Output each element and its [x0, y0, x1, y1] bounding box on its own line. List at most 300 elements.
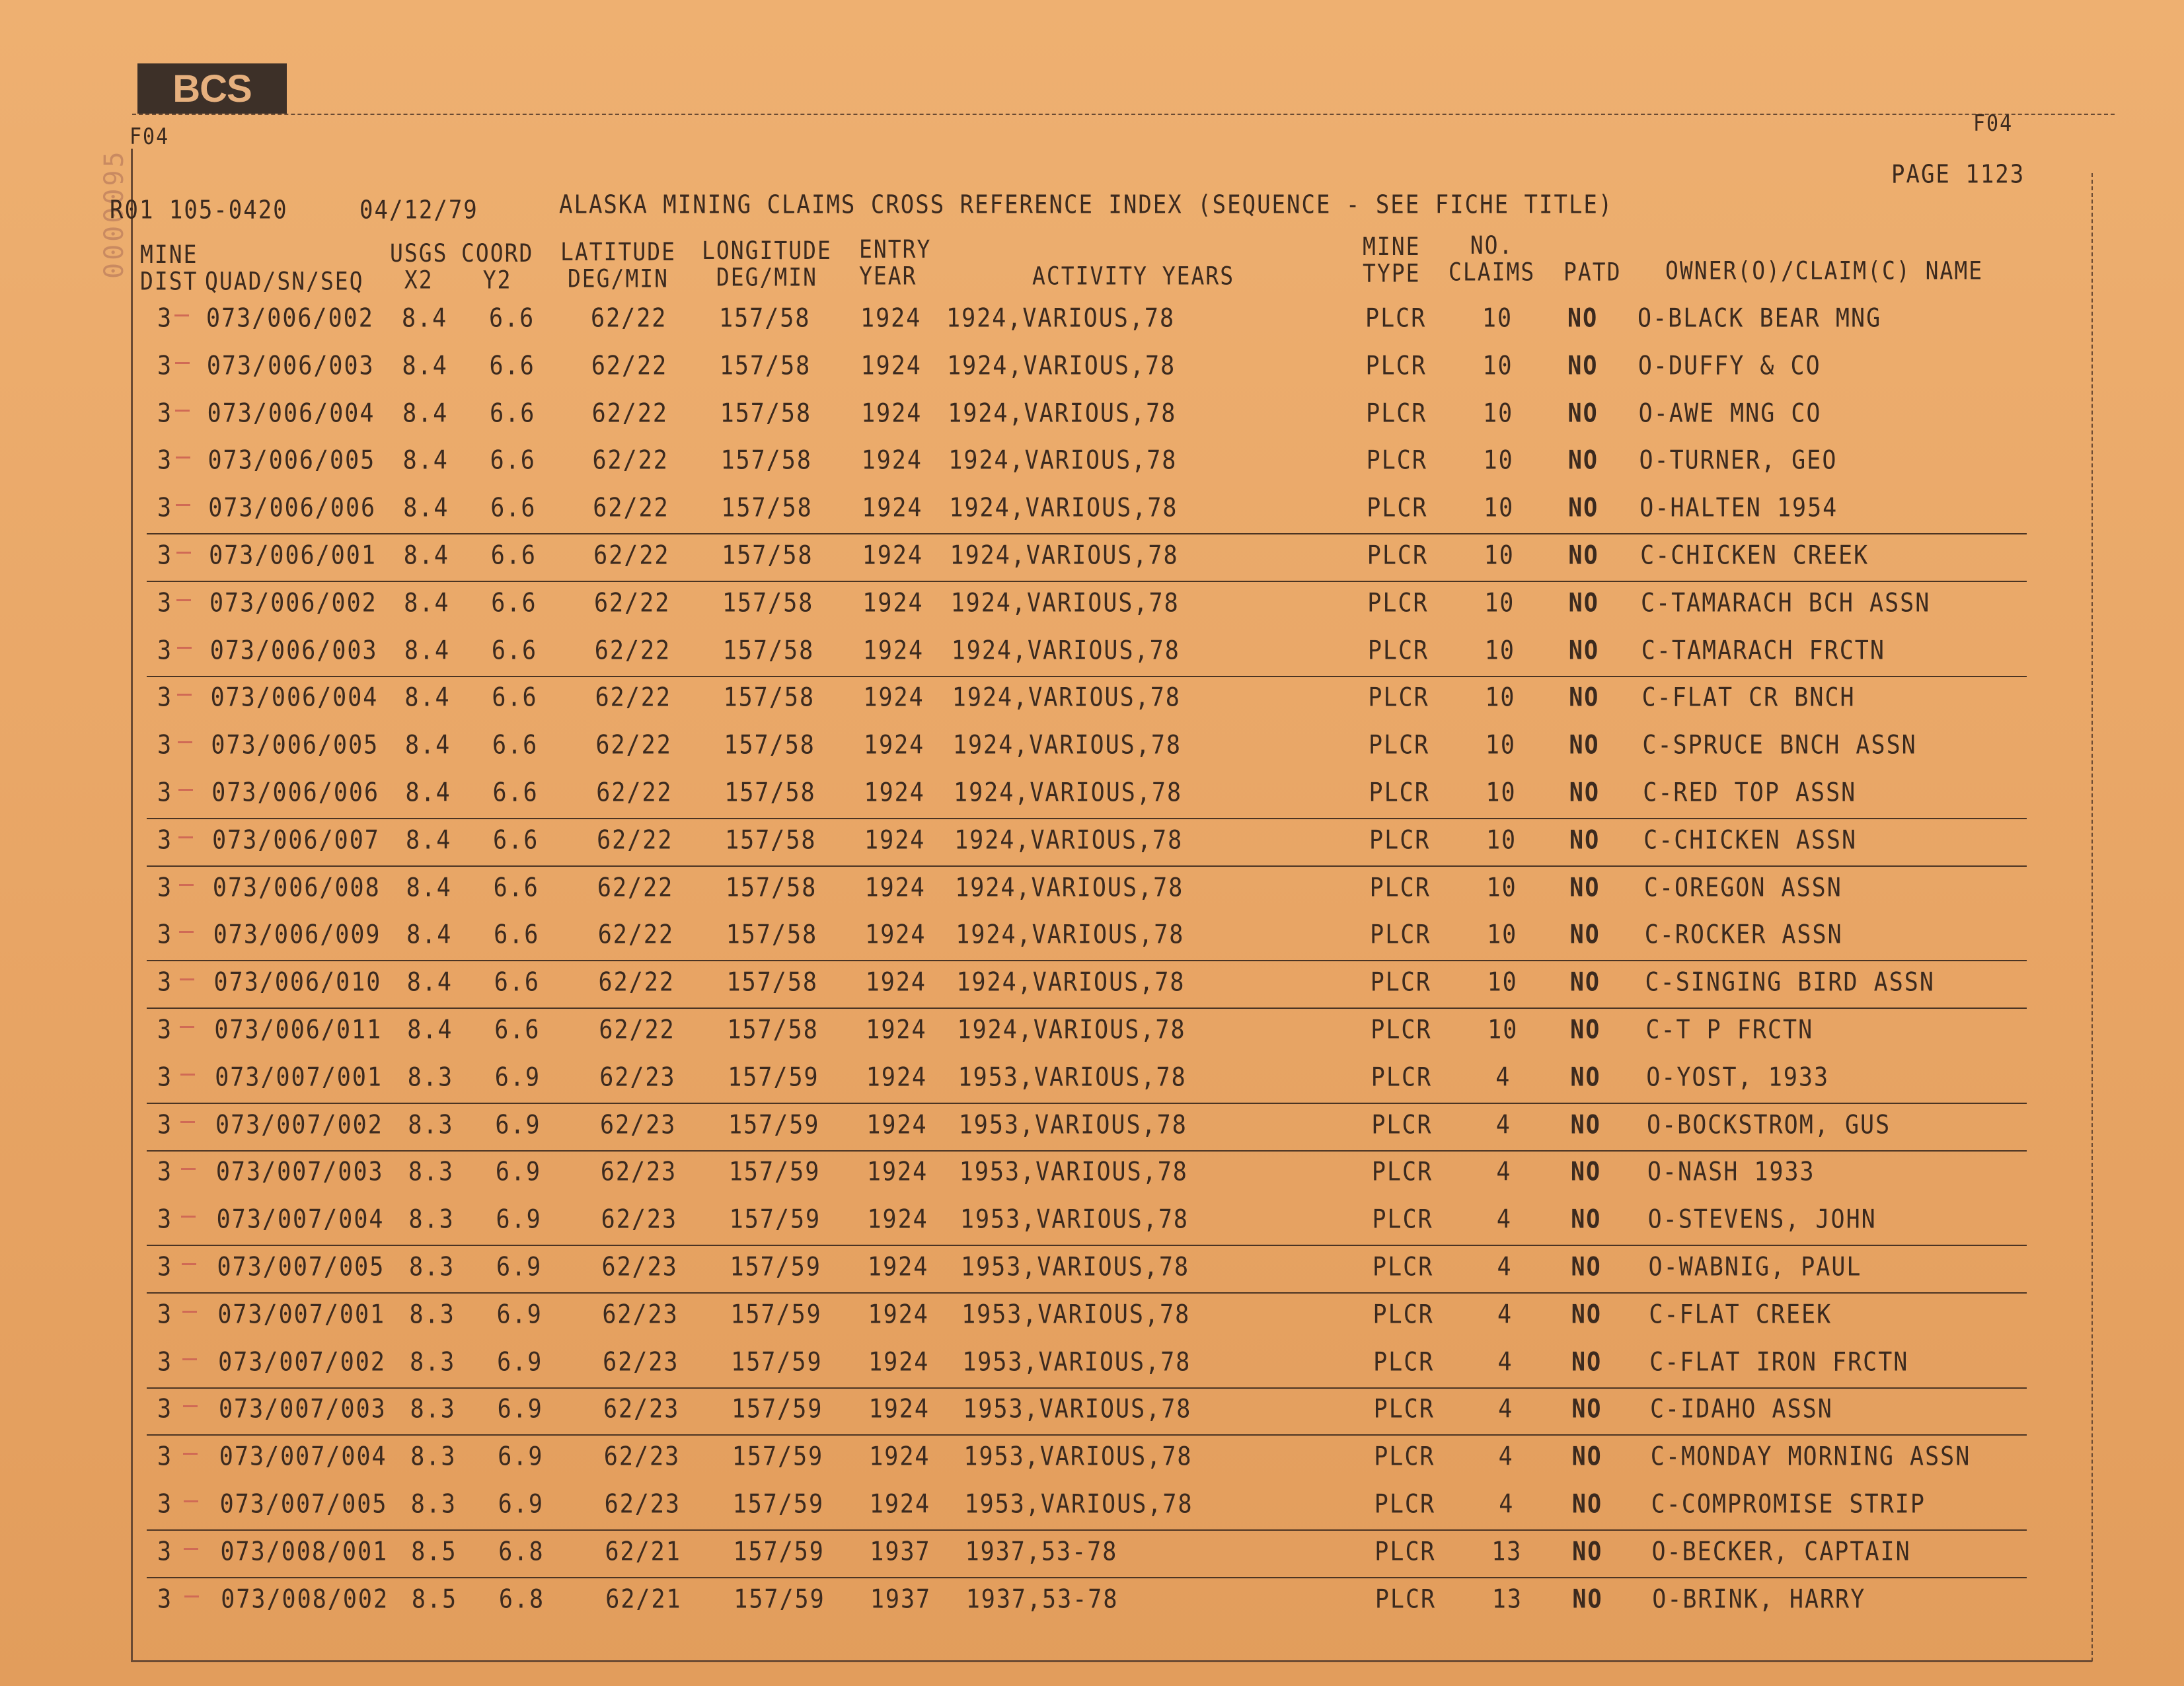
cell-mine-dist: 3: [157, 1110, 173, 1140]
cell-mine-type: PLCR: [1367, 493, 1428, 523]
cell-entry-year: 1924: [866, 1157, 928, 1187]
cell-patented: NO: [1568, 493, 1599, 523]
cell-quad-sn-seq: 073/006/007: [212, 825, 380, 856]
cell-activity-years: 1953,VARIOUS,78: [961, 1300, 1191, 1330]
cell-no-claims: 13: [1491, 1584, 1523, 1614]
cell-owner-claim-name: O-BECKER, CAPTAIN: [1651, 1537, 1911, 1567]
cell-no-claims: 10: [1487, 920, 1518, 950]
cell-activity-years: 1953,VARIOUS,78: [963, 1394, 1192, 1424]
red-marker: [180, 1121, 195, 1123]
cell-mine-dist: 3: [157, 1252, 173, 1282]
cell-usgs-x2: 8.4: [405, 778, 451, 808]
cell-patented: NO: [1568, 540, 1599, 571]
header-latitude: LATITUDE DEG/MIN: [560, 237, 676, 293]
cell-mine-type: PLCR: [1369, 778, 1430, 808]
row-underline: [147, 1245, 2027, 1246]
table-row: [0, 875, 2184, 921]
cell-latitude: 62/22: [593, 493, 669, 523]
cell-latitude: 62/23: [600, 1110, 677, 1140]
cell-latitude: 62/22: [593, 588, 671, 618]
cell-usgs-x2: 8.4: [402, 351, 448, 381]
cell-owner-claim-name: O-YOST, 1933: [1646, 1062, 1830, 1093]
red-marker: [178, 836, 193, 838]
cell-quad-sn-seq: 073/006/004: [207, 398, 375, 428]
row-underline: [147, 960, 2027, 961]
cell-longitude: 157/58: [722, 636, 815, 665]
cell-no-claims: 10: [1484, 493, 1515, 523]
table-row: [0, 400, 2184, 447]
cell-entry-year: 1924: [864, 873, 926, 902]
cell-entry-year: 1924: [868, 1347, 930, 1377]
cell-patented: NO: [1570, 1062, 1601, 1093]
cell-activity-years: 1924,VARIOUS,78: [950, 588, 1180, 618]
cell-mine-dist: 3: [157, 1157, 173, 1187]
cell-latitude: 62/22: [597, 825, 673, 856]
cell-activity-years: 1953,VARIOUS,78: [964, 1489, 1193, 1520]
cell-no-claims: 4: [1498, 1442, 1514, 1472]
red-marker: [176, 457, 190, 458]
cell-coord-y2: 6.9: [494, 1062, 541, 1093]
cell-longitude: 157/58: [726, 920, 818, 950]
cell-patented: NO: [1572, 1537, 1603, 1567]
cell-patented: NO: [1571, 1300, 1602, 1330]
cell-mine-dist: 3: [157, 351, 173, 381]
cell-longitude: 157/59: [728, 1157, 821, 1187]
cell-owner-claim-name: O-DUFFY & CO: [1638, 351, 1821, 381]
cell-no-claims: 10: [1486, 825, 1517, 856]
cell-no-claims: 10: [1483, 398, 1514, 428]
cell-quad-sn-seq: 073/007/005: [217, 1252, 385, 1282]
top-border: [132, 114, 2115, 115]
cell-longitude: 157/59: [728, 1110, 820, 1140]
cell-latitude: 62/23: [600, 1157, 677, 1187]
cell-owner-claim-name: O-HALTEN 1954: [1639, 493, 1838, 523]
cell-latitude: 62/21: [605, 1584, 682, 1614]
table-row: [0, 1444, 2184, 1490]
cell-activity-years: 1953,VARIOUS,78: [961, 1252, 1190, 1282]
cell-mine-type: PLCR: [1373, 1394, 1435, 1424]
cell-patented: NO: [1569, 920, 1600, 950]
cell-coord-y2: 6.9: [496, 1252, 543, 1282]
cell-activity-years: 1953,VARIOUS,78: [962, 1347, 1191, 1377]
cell-patented: NO: [1569, 682, 1600, 713]
cell-no-claims: 10: [1486, 873, 1517, 902]
cell-latitude: 62/23: [601, 1252, 678, 1282]
red-marker: [174, 314, 189, 316]
cell-owner-claim-name: C-TAMARACH BCH ASSN: [1640, 588, 1931, 618]
header-quad: QUAD/SN/SEQ: [205, 266, 364, 296]
cell-latitude: 62/22: [591, 303, 667, 334]
cell-coord-y2: 6.6: [490, 540, 537, 571]
cell-quad-sn-seq: 073/007/004: [216, 1204, 385, 1235]
fiche-code-right: F04: [1973, 110, 2014, 137]
fiche-code-left: F04: [130, 124, 170, 151]
cell-activity-years: 1937,53-78: [965, 1584, 1119, 1614]
cell-coord-y2: 6.9: [495, 1157, 542, 1187]
cell-patented: NO: [1569, 967, 1600, 998]
cell-longitude: 157/59: [730, 1252, 821, 1282]
cell-mine-dist: 3: [157, 303, 173, 334]
cell-latitude: 62/22: [594, 636, 671, 665]
cell-entry-year: 1924: [866, 1015, 927, 1045]
cell-patented: NO: [1569, 730, 1600, 760]
cell-mine-dist: 3: [157, 825, 173, 856]
cell-entry-year: 1924: [865, 920, 926, 950]
cell-latitude: 62/22: [597, 873, 674, 902]
cell-no-claims: 10: [1483, 445, 1514, 476]
cell-owner-claim-name: O-BLACK BEAR MNG: [1638, 303, 1882, 334]
red-marker: [179, 884, 194, 886]
table-row: [0, 1586, 2184, 1632]
header-owner-claim-name: OWNER(O)/CLAIM(C) NAME: [1665, 256, 1984, 285]
cell-latitude: 62/22: [592, 445, 669, 476]
cell-entry-year: 1924: [862, 588, 924, 618]
row-underline: [147, 1103, 2027, 1104]
cell-quad-sn-seq: 073/007/002: [215, 1110, 383, 1140]
red-marker: [184, 1500, 198, 1502]
cell-usgs-x2: 8.3: [410, 1347, 456, 1377]
cell-mine-type: PLCR: [1368, 682, 1429, 713]
cell-mine-dist: 3: [157, 1489, 173, 1520]
cell-activity-years: 1924,VARIOUS,78: [957, 1015, 1186, 1045]
red-marker: [177, 694, 192, 696]
cell-mine-type: PLCR: [1374, 1442, 1435, 1472]
cell-usgs-x2: 8.5: [411, 1537, 457, 1567]
table-row: [0, 1159, 2184, 1205]
red-marker: [175, 410, 190, 412]
cell-mine-dist: 3: [157, 1300, 173, 1330]
cell-entry-year: 1924: [862, 493, 923, 523]
cell-usgs-x2: 8.4: [406, 825, 452, 856]
cell-mine-type: PLCR: [1371, 1062, 1433, 1093]
cell-activity-years: 1924,VARIOUS,78: [947, 351, 1176, 381]
cell-owner-claim-name: C-FLAT CR BNCH: [1641, 682, 1856, 713]
cell-latitude: 62/23: [603, 1347, 679, 1377]
cell-usgs-x2: 8.4: [403, 540, 449, 571]
cell-usgs-x2: 8.4: [404, 730, 451, 760]
cell-no-claims: 4: [1497, 1300, 1513, 1330]
cell-patented: NO: [1569, 778, 1600, 808]
red-marker: [183, 1453, 198, 1455]
cell-coord-y2: 6.9: [497, 1394, 543, 1424]
cell-quad-sn-seq: 073/006/009: [213, 920, 381, 950]
red-marker: [179, 931, 194, 933]
cell-entry-year: 1924: [865, 967, 926, 998]
cell-owner-claim-name: C-OREGON ASSN: [1643, 873, 1842, 902]
cell-owner-claim-name: C-SINGING BIRD ASSN: [1645, 967, 1935, 998]
cell-longitude: 157/58: [721, 493, 813, 523]
cell-mine-type: PLCR: [1373, 1347, 1435, 1377]
row-underline: [147, 1529, 2027, 1531]
cell-coord-y2: 6.6: [494, 920, 540, 950]
cell-coord-y2: 6.9: [496, 1204, 542, 1235]
cell-usgs-x2: 8.3: [408, 1157, 455, 1187]
cell-activity-years: 1924,VARIOUS,78: [948, 398, 1177, 428]
cell-activity-years: 1924,VARIOUS,78: [949, 493, 1178, 523]
cell-mine-dist: 3: [157, 730, 173, 760]
cell-patented: NO: [1567, 445, 1599, 476]
row-underline: [147, 533, 2027, 534]
header-activity-years: ACTIVITY YEARS: [1032, 261, 1235, 291]
cell-activity-years: 1953,VARIOUS,78: [958, 1062, 1187, 1093]
table-row: [0, 305, 2184, 351]
cell-no-claims: 4: [1499, 1489, 1515, 1520]
cell-activity-years: 1924,VARIOUS,78: [952, 730, 1182, 760]
cell-entry-year: 1924: [860, 351, 922, 381]
header-entry-year: ENTRY YEAR: [859, 235, 932, 291]
red-marker: [176, 552, 191, 554]
cell-latitude: 62/22: [595, 682, 671, 713]
row-underline: [147, 1387, 2027, 1389]
cell-mine-dist: 3: [157, 1204, 173, 1235]
cell-entry-year: 1924: [864, 778, 925, 808]
cell-no-claims: 4: [1498, 1394, 1514, 1424]
cell-quad-sn-seq: 073/006/004: [210, 682, 379, 713]
cell-usgs-x2: 8.3: [408, 1110, 454, 1140]
cell-longitude: 157/59: [732, 1442, 824, 1472]
cell-owner-claim-name: C-MONDAY MORNING ASSN: [1650, 1442, 1971, 1472]
cell-patented: NO: [1568, 588, 1599, 618]
cell-entry-year: 1924: [861, 445, 923, 476]
cell-activity-years: 1924,VARIOUS,78: [950, 540, 1179, 571]
cell-quad-sn-seq: 073/006/003: [209, 636, 378, 665]
cell-entry-year: 1924: [866, 1062, 928, 1093]
cell-mine-dist: 3: [157, 588, 173, 618]
red-marker: [178, 789, 193, 791]
row-underline: [147, 865, 2027, 867]
cell-longitude: 157/59: [729, 1204, 821, 1235]
cell-longitude: 157/59: [731, 1347, 823, 1377]
cell-quad-sn-seq: 073/006/002: [206, 303, 374, 334]
row-underline: [147, 1292, 2027, 1294]
cell-activity-years: 1953,VARIOUS,78: [963, 1442, 1193, 1472]
cell-mine-dist: 3: [157, 920, 173, 950]
cell-owner-claim-name: C-SPRUCE BNCH ASSN: [1642, 730, 1917, 760]
cell-mine-type: PLCR: [1367, 540, 1429, 571]
cell-quad-sn-seq: 073/006/010: [213, 967, 382, 998]
cell-no-claims: 4: [1497, 1347, 1513, 1377]
cell-entry-year: 1924: [860, 303, 922, 334]
cell-longitude: 157/59: [732, 1489, 825, 1520]
cell-quad-sn-seq: 073/006/005: [211, 730, 379, 760]
cell-patented: NO: [1572, 1584, 1603, 1614]
cell-activity-years: 1953,VARIOUS,78: [960, 1204, 1189, 1235]
cell-activity-years: 1937,53-78: [965, 1537, 1118, 1567]
cell-owner-claim-name: C-IDAHO ASSN: [1649, 1394, 1833, 1424]
cell-latitude: 62/21: [605, 1537, 681, 1567]
cell-coord-y2: 6.6: [492, 682, 538, 713]
header-mine-dist: MINE DIST: [140, 240, 198, 296]
cell-no-claims: 4: [1495, 1062, 1511, 1093]
cell-latitude: 62/22: [599, 1015, 675, 1045]
cell-longitude: 157/58: [719, 303, 811, 334]
cell-mine-type: PLCR: [1370, 920, 1431, 950]
cell-longitude: 157/59: [728, 1062, 819, 1093]
cell-longitude: 157/58: [724, 730, 815, 760]
cell-entry-year: 1924: [864, 825, 926, 856]
red-marker: [183, 1405, 198, 1407]
cell-longitude: 157/58: [722, 540, 813, 571]
cell-owner-claim-name: C-FLAT IRON FRCTN: [1649, 1347, 1909, 1377]
cell-no-claims: 10: [1484, 540, 1515, 571]
cell-quad-sn-seq: 073/007/003: [215, 1157, 384, 1187]
cell-quad-sn-seq: 073/006/008: [212, 873, 381, 902]
cell-coord-y2: 6.6: [491, 588, 537, 618]
bcs-logo: BCS: [137, 63, 287, 114]
row-underline: [147, 1434, 2027, 1436]
cell-no-claims: 13: [1491, 1537, 1523, 1567]
red-marker: [180, 1074, 195, 1076]
red-marker: [180, 1026, 194, 1028]
cell-usgs-x2: 8.4: [403, 493, 449, 523]
cell-owner-claim-name: C-CHICKEN CREEK: [1640, 540, 1869, 571]
cell-owner-claim-name: O-TURNER, GEO: [1639, 445, 1838, 476]
header-usgs: USGS X2: [390, 238, 448, 295]
cell-coord-y2: 6.6: [490, 445, 536, 476]
cell-coord-y2: 6.6: [492, 730, 539, 760]
cell-entry-year: 1924: [862, 540, 924, 571]
cell-entry-year: 1924: [869, 1442, 930, 1472]
cell-owner-claim-name: O-BOCKSTROM, GUS: [1647, 1110, 1891, 1140]
header-no-claims: NO. CLAIMS: [1449, 231, 1536, 287]
cell-usgs-x2: 8.3: [410, 1394, 456, 1424]
cell-mine-type: PLCR: [1365, 303, 1427, 334]
red-marker: [181, 1216, 196, 1218]
cell-patented: NO: [1570, 1157, 1602, 1187]
row-underline: [147, 818, 2027, 819]
cell-patented: NO: [1571, 1442, 1602, 1472]
cell-owner-claim-name: C-TAMARACH FRCTN: [1641, 636, 1885, 665]
cell-longitude: 157/59: [733, 1537, 825, 1567]
cell-latitude: 62/23: [599, 1062, 676, 1093]
cell-mine-type: PLCR: [1365, 351, 1427, 381]
cell-usgs-x2: 8.4: [402, 398, 449, 428]
cell-latitude: 62/22: [593, 540, 670, 571]
cell-owner-claim-name: C-ROCKER ASSN: [1644, 920, 1843, 950]
red-marker: [177, 647, 192, 649]
cell-coord-y2: 6.6: [491, 636, 538, 665]
cell-owner-claim-name: O-STEVENS, JOHN: [1647, 1204, 1877, 1235]
red-marker: [182, 1358, 197, 1360]
cell-longitude: 157/58: [723, 682, 815, 713]
cell-activity-years: 1924,VARIOUS,78: [951, 636, 1180, 665]
cell-coord-y2: 6.6: [489, 351, 535, 381]
cell-entry-year: 1924: [861, 398, 923, 428]
cell-quad-sn-seq: 073/006/006: [211, 778, 380, 808]
cell-mine-type: PLCR: [1367, 636, 1429, 665]
cell-quad-sn-seq: 073/007/004: [219, 1442, 387, 1472]
cell-entry-year: 1924: [869, 1489, 931, 1520]
cell-mine-type: PLCR: [1371, 1110, 1433, 1140]
cell-usgs-x2: 8.4: [402, 303, 448, 334]
cell-usgs-x2: 8.4: [402, 445, 449, 476]
cell-quad-sn-seq: 073/007/001: [217, 1300, 386, 1330]
red-marker: [184, 1548, 198, 1550]
cell-mine-type: PLCR: [1371, 1015, 1432, 1045]
cell-no-claims: 4: [1497, 1252, 1513, 1282]
cell-no-claims: 4: [1495, 1110, 1511, 1140]
cell-quad-sn-seq: 073/007/001: [215, 1062, 383, 1093]
cell-patented: NO: [1571, 1347, 1602, 1377]
cell-activity-years: 1924,VARIOUS,78: [946, 303, 1176, 334]
cell-mine-dist: 3: [157, 1347, 173, 1377]
cell-latitude: 62/23: [603, 1394, 680, 1424]
page-number: PAGE 1123: [1891, 159, 2025, 190]
cell-patented: NO: [1571, 1252, 1602, 1282]
cell-owner-claim-name: O-NASH 1933: [1647, 1157, 1815, 1187]
cell-owner-claim-name: O-BRINK, HARRY: [1652, 1584, 1866, 1614]
cell-coord-y2: 6.9: [498, 1489, 544, 1520]
cell-mine-dist: 3: [157, 1015, 173, 1045]
cell-activity-years: 1924,VARIOUS,78: [956, 967, 1186, 998]
red-marker: [175, 362, 190, 364]
cell-latitude: 62/23: [603, 1442, 681, 1472]
cell-quad-sn-seq: 073/006/005: [207, 445, 376, 476]
cell-owner-claim-name: C-CHICKEN ASSN: [1643, 825, 1858, 856]
cell-patented: NO: [1570, 1015, 1601, 1045]
cell-mine-dist: 3: [157, 398, 173, 428]
cell-patented: NO: [1571, 1489, 1603, 1520]
cell-longitude: 157/59: [734, 1584, 825, 1614]
cell-entry-year: 1937: [870, 1584, 932, 1614]
row-underline: [147, 1150, 2027, 1152]
cell-patented: NO: [1567, 303, 1599, 334]
cell-owner-claim-name: C-RED TOP ASSN: [1643, 778, 1857, 808]
cell-patented: NO: [1569, 825, 1600, 856]
cell-patented: NO: [1567, 351, 1599, 381]
cell-quad-sn-seq: 073/007/003: [218, 1394, 387, 1424]
cell-longitude: 157/58: [720, 445, 812, 476]
cell-latitude: 62/22: [596, 778, 673, 808]
cell-activity-years: 1924,VARIOUS,78: [954, 825, 1184, 856]
cell-no-claims: 4: [1496, 1204, 1512, 1235]
cell-usgs-x2: 8.4: [404, 636, 451, 665]
cell-mine-dist: 3: [157, 445, 173, 476]
report-date: 04/12/79: [359, 195, 478, 225]
cell-mine-type: PLCR: [1371, 1157, 1433, 1187]
cell-activity-years: 1924,VARIOUS,78: [955, 873, 1184, 902]
cell-usgs-x2: 8.4: [406, 873, 452, 902]
cell-usgs-x2: 8.4: [407, 1015, 453, 1045]
row-underline: [147, 1577, 2027, 1578]
red-marker: [184, 1595, 199, 1597]
cell-quad-sn-seq: 073/006/011: [214, 1015, 383, 1045]
cell-mine-type: PLCR: [1374, 1489, 1436, 1520]
cell-mine-dist: 3: [157, 636, 173, 665]
cell-latitude: 62/22: [597, 920, 675, 950]
cell-mine-type: PLCR: [1369, 825, 1431, 856]
cell-mine-dist: 3: [157, 493, 173, 523]
cell-no-claims: 10: [1482, 351, 1513, 381]
cell-latitude: 62/23: [604, 1489, 681, 1520]
cell-patented: NO: [1571, 1204, 1602, 1235]
cell-quad-sn-seq: 073/006/001: [209, 540, 377, 571]
cell-coord-y2: 6.9: [495, 1110, 541, 1140]
cell-entry-year: 1924: [863, 730, 925, 760]
cell-longitude: 157/58: [724, 778, 816, 808]
cell-coord-y2: 6.6: [489, 303, 535, 334]
cell-longitude: 157/58: [725, 873, 817, 902]
red-marker: [181, 1168, 196, 1170]
cell-mine-type: PLCR: [1373, 1252, 1434, 1282]
cell-no-claims: 10: [1482, 303, 1513, 334]
cell-owner-claim-name: C-COMPROMISE STRIP: [1651, 1489, 1926, 1520]
cell-usgs-x2: 8.4: [406, 920, 453, 950]
cell-longitude: 157/59: [731, 1394, 823, 1424]
cell-latitude: 62/22: [598, 967, 675, 998]
cell-activity-years: 1924,VARIOUS,78: [954, 778, 1183, 808]
cell-entry-year: 1924: [862, 636, 924, 665]
